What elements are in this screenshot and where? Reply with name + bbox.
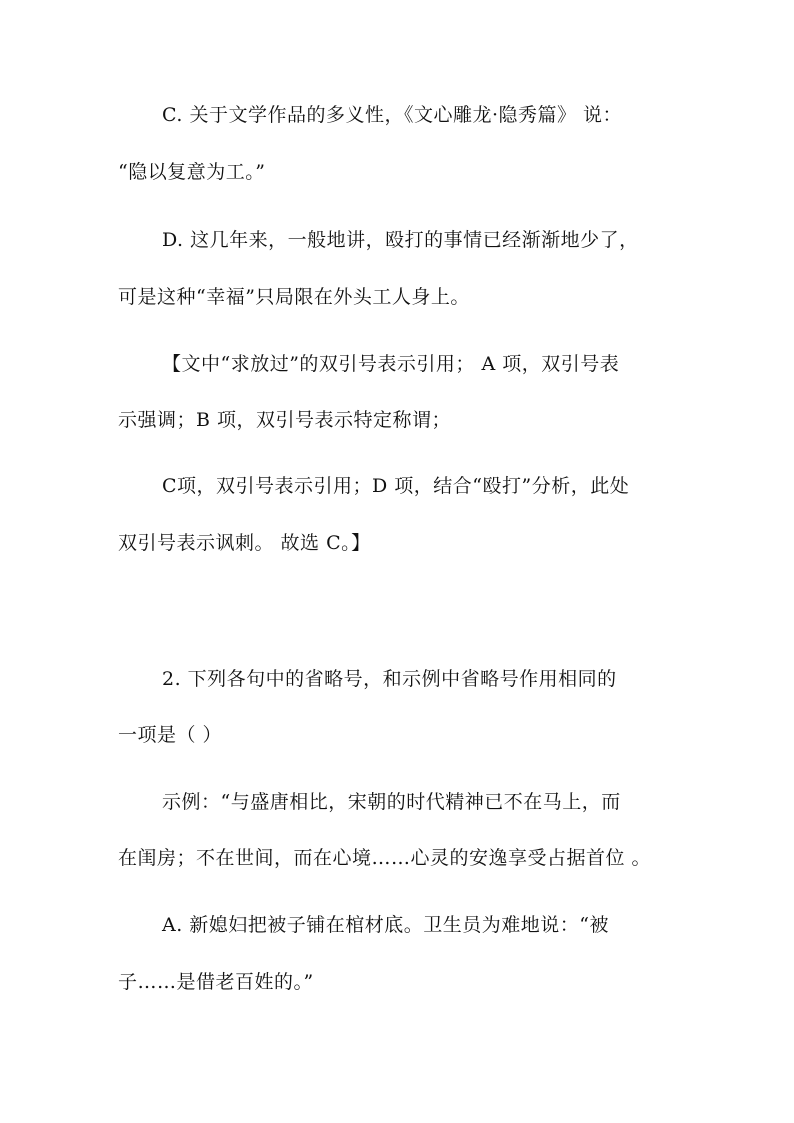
example-line-2: 在闺房；不在世间，而在心境……心灵的安逸享受占据首位 。 [118,847,652,869]
option-c-line-1: C. 关于文学作品的多义性，《文心雕龙·隐秀篇》 说： [162,104,623,126]
example-line-1: 示例：“与盛唐相比，宋朝的时代精神已不在马上，而 [162,791,621,813]
explanation-line-3: C项，双引号表示引用；D 项，结合“殴打”分析，此处 [162,475,630,497]
question-2-line-2: 一项是（ ） [118,724,223,746]
option-d-line-1: D. 这几年来，一般地讲，殴打的事情已经渐渐地少了， [162,229,639,251]
option-d-line-2: 可是这种“幸福”只局限在外头工人身上。 [118,286,470,308]
option-a-line-2: 子……是借老百姓的。” [118,971,314,993]
explanation-line-4: 双引号表示讽刺。 故选 C。】 [118,532,371,554]
explanation-line-1: 【文中“求放过”的双引号表示引用； A 项，双引号表 [162,353,620,375]
explanation-line-2: 示强调；B 项，双引号表示特定称谓； [118,409,452,431]
question-2-line-1: 2. 下列各句中的省略号，和示例中省略号作用相同的 [162,668,617,690]
option-c-line-2: “隐以复意为工。” [118,161,266,183]
option-a-line-1: A. 新媳妇把被子铺在棺材底。卫生员为难地说：“被 [162,914,610,936]
